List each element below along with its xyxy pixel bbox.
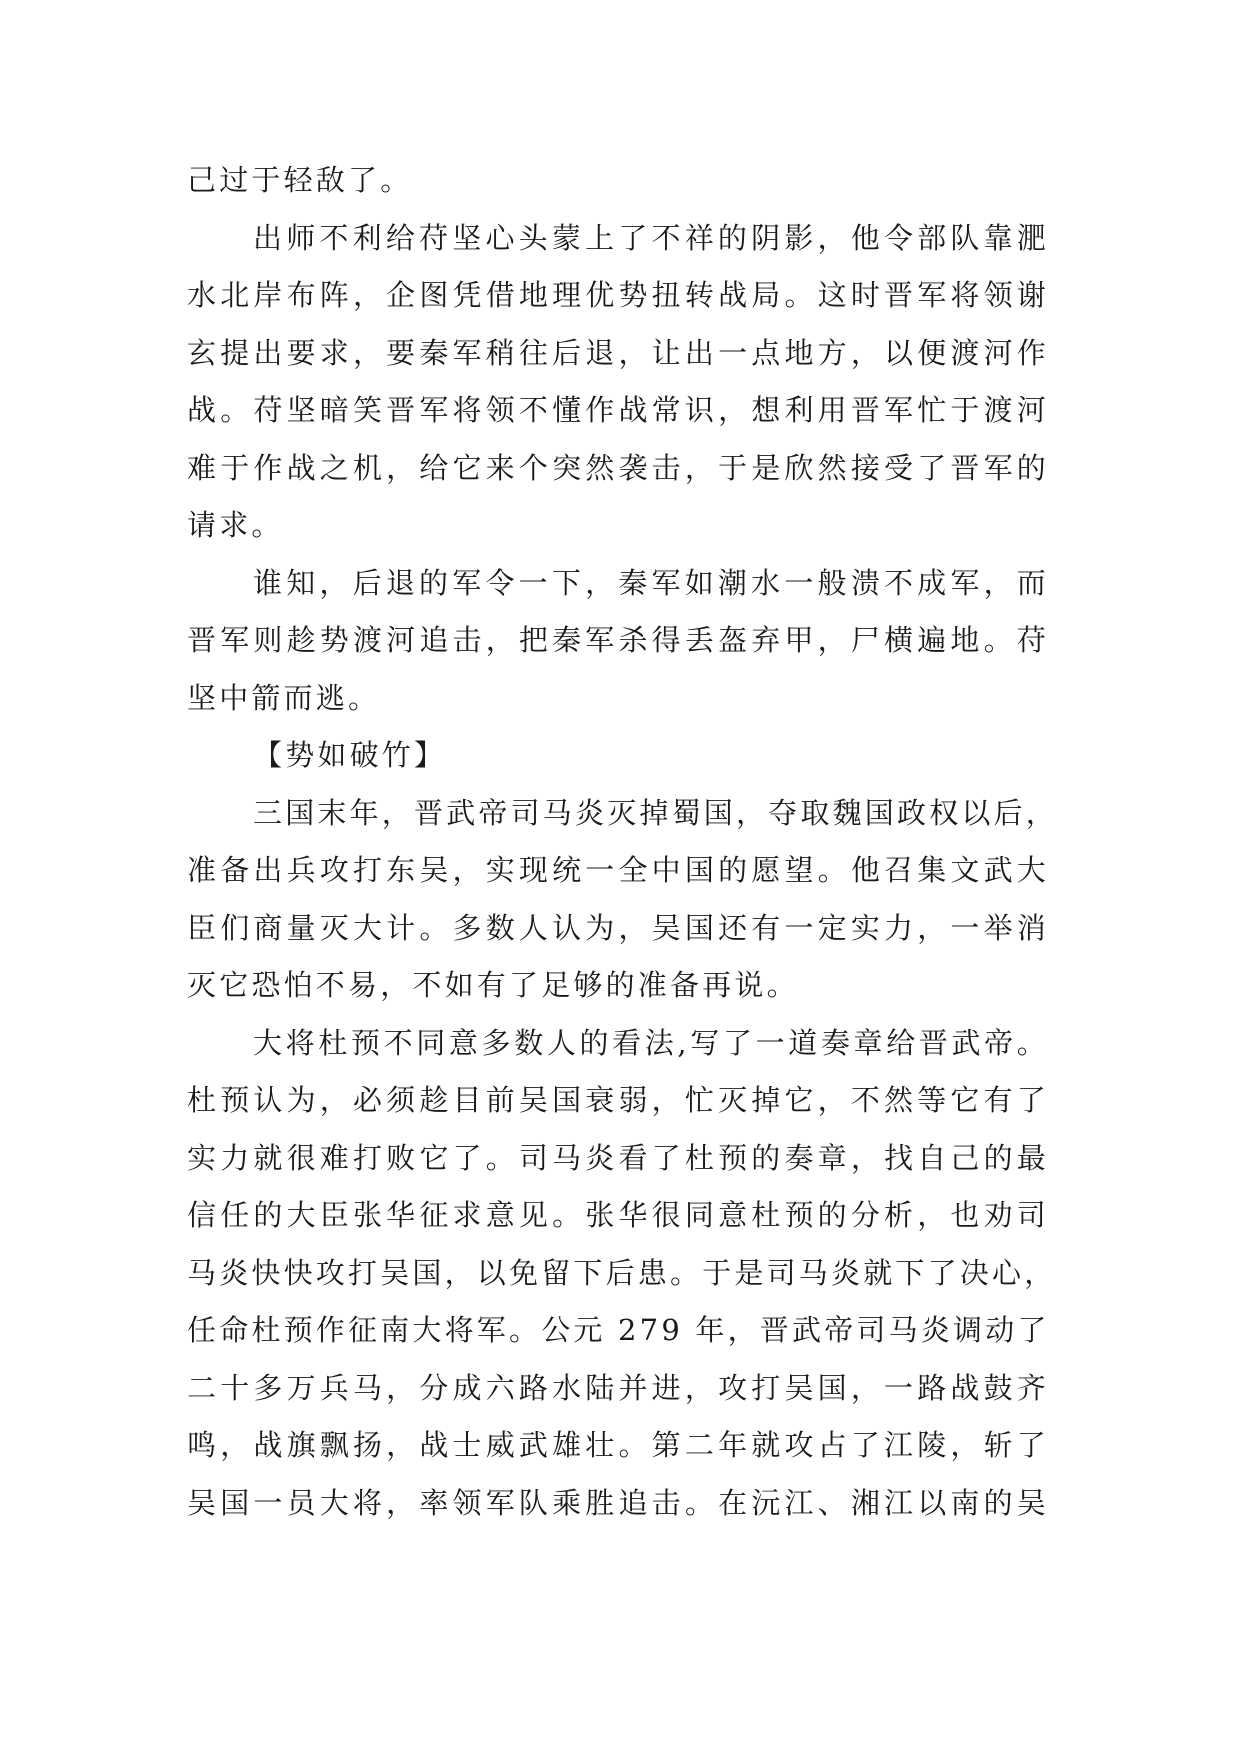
section-heading: 【势如破竹】 xyxy=(253,738,447,772)
text-line: 水北岸布阵，企图凭借地理优势扭转战局。这时晋军将领谢 xyxy=(187,278,1049,312)
text-line: 玄提出要求，要秦军稍往后退，让出一点地方，以便渡河作 xyxy=(187,335,1049,370)
document-page xyxy=(187,152,1059,1532)
paragraph-first-line: 三国末年，晋武帝司马炎灭掉蜀国，夺取魏国政权以后， xyxy=(253,795,1059,830)
text-line: 难于作战之机，给它来个突然袭击，于是欣然接受了晋军的 xyxy=(187,450,1049,485)
text-line: 二十多万兵马，分成六路水陆并进，攻打吴国，一路战鼓齐 xyxy=(187,1370,1049,1405)
text-line: 任命杜预作征南大将军。公元 279 年，晋武帝司马炎调动了 xyxy=(187,1313,1050,1347)
text-line: 战。苻坚暗笑晋军将领不懂作战常识，想利用晋军忙于渡河 xyxy=(187,393,1049,427)
text-line: 信任的大臣张华征求意见。张华很同意杜预的分析，也劝司 xyxy=(187,1198,1049,1232)
text-line: 坚中箭而逃。 xyxy=(187,680,381,715)
paragraph-first-line: 谁知，后退的军令一下，秦军如潮水一般溃不成军，而 xyxy=(253,565,1049,600)
text-line: 晋军则趁势渡河追击，把秦军杀得丢盔弃甲，尸横遍地。苻 xyxy=(187,623,1049,657)
text-line: 实力就很难打败它了。司马炎看了杜预的奏章，找自己的最 xyxy=(187,1140,1049,1175)
text-line: 杜预认为，必须趁目前吴国衰弱，忙灭掉它，不然等它有了 xyxy=(187,1083,1049,1117)
paragraph-first-line: 大将杜预不同意多数人的看法,写了一道奏章给晋武帝。 xyxy=(253,1025,1049,1060)
paragraph-first-line: 出师不利给苻坚心头蒙上了不祥的阴影，他令部队靠淝 xyxy=(253,220,1049,255)
text-line: 请求。 xyxy=(187,508,284,542)
text-line: 己过于轻敌了。 xyxy=(187,163,413,197)
text-line: 臣们商量灭大计。多数人认为，吴国还有一定实力，一举消 xyxy=(187,910,1049,945)
text-line: 吴国一员大将，率领军队乘胜追击。在沅江、湘江以南的吴 xyxy=(187,1485,1049,1520)
text-line: 鸣，战旗飘扬，战士威武雄壮。第二年就攻占了江陵，斩了 xyxy=(187,1428,1049,1462)
text-line: 灭它恐怕不易，不如有了足够的准备再说。 xyxy=(187,968,799,1002)
text-line: 准备出兵攻打东吴，实现统一全中国的愿望。他召集文武大 xyxy=(187,853,1049,887)
text-line: 马炎快快攻打吴国，以免留下后患。于是司马炎就下了决心， xyxy=(187,1255,1057,1290)
